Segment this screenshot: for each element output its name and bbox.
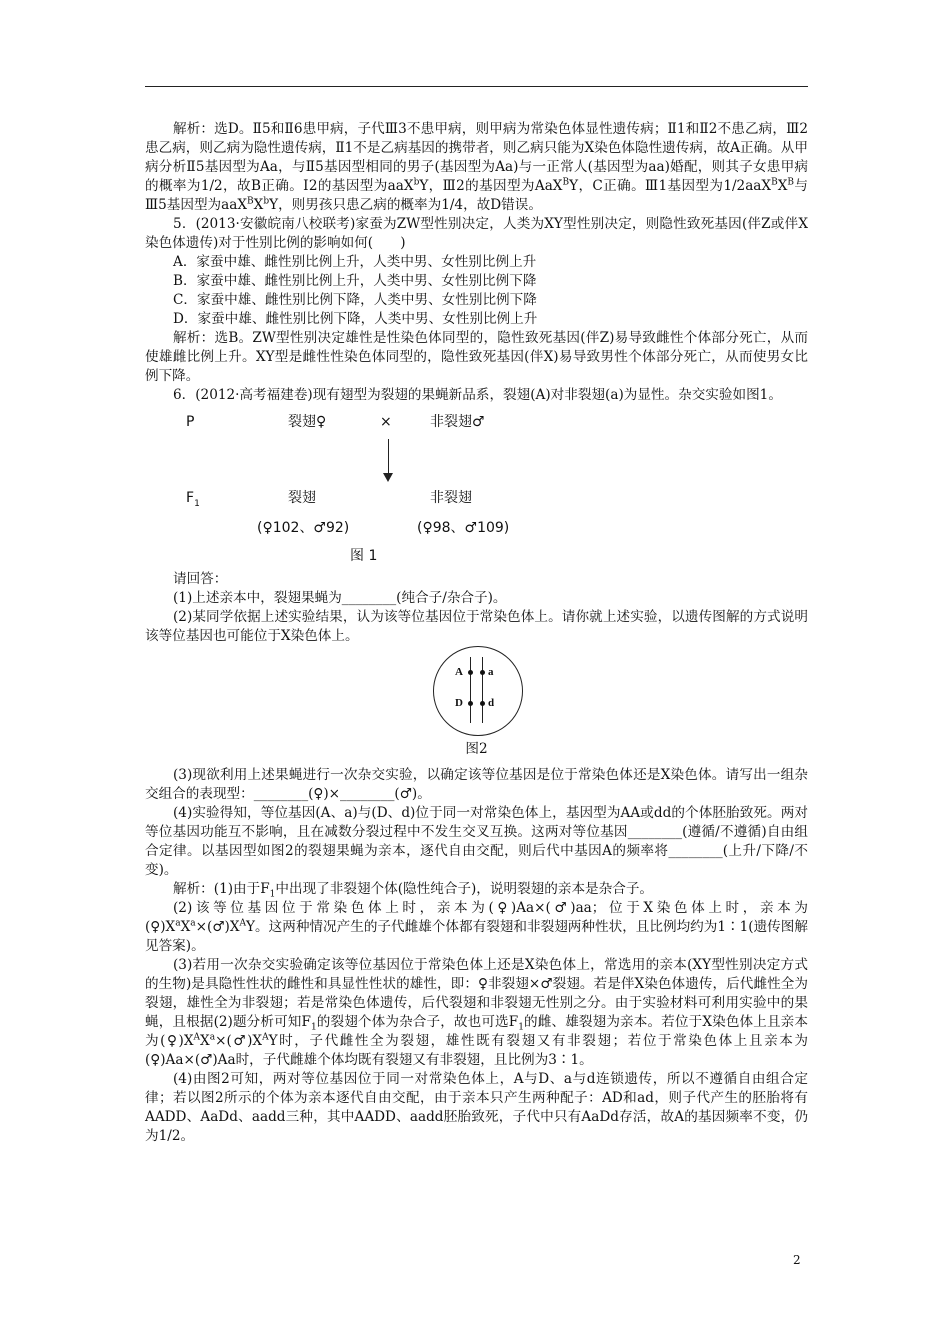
q6-stem: 6．(2012·高考福建卷)现有翅型为裂翅的果蝇新品系，裂翅(A)对非裂翅(a)为显性。杂交实验如图1。 xyxy=(173,387,782,403)
locus-dot xyxy=(480,670,485,675)
offspring-non-cleft-wing-counts: (♀98、♂109) xyxy=(417,520,510,536)
figure-1-caption: 图 1 xyxy=(350,548,378,564)
header-rule xyxy=(145,86,808,87)
q5-stem: 5．(2013·安徽皖南八校联考)家蚕为ZW型性别决定，人类为XY型性别决定，则隐性致死基因(伴Z或伴X染色体遗传)对于性别比例的影响如何( ) xyxy=(145,216,808,251)
chromosome-right xyxy=(482,657,483,723)
cross-symbol: × xyxy=(380,414,392,430)
gene-label-a: a xyxy=(488,666,494,678)
offspring-cleft-wing-counts: (♀102、♂92) xyxy=(257,520,350,536)
q6-sub2: (2)某同学依据上述实验结果，认为该等位基因位于常染色体上。请你就上述实验，以遗传图解的方式说明该等位基因也可能位于X染色体上。 xyxy=(145,609,808,644)
q6-answer-4: (4)由图2可知，两对等位基因位于同一对常染色体上，A与D、a与d连锁遗传，所以不遵循自由组合定律；若以图2所示的个体为亲本逐代自由交配，由于亲本只产生两种配子：AD和ad，则子代产生的胚胎将有AADD、AaDd、aadd三种，其中AADD、aadd胚胎致死，子代中只有AaDd存活，故A的基因频率不变，仍为1/2。 xyxy=(145,1071,808,1144)
figure-2-chromosome-diagram xyxy=(145,646,808,766)
q5-analysis: 解析：选B。ZW型性别决定雄性是性染色体同型的，隐性致死基因(伴Z)易导致雌性个体部分死亡，从而使雄雌比例上升。XY型是雌性性染色体同型的，隐性致死基因(伴X)易导致男性个体部分死亡，从而使男女比例下降。 xyxy=(145,330,808,384)
cell-circle xyxy=(433,646,523,736)
q5-option-d: D．家蚕中雄、雌性别比例下降，人类中男、女性别比例上升 xyxy=(173,311,538,327)
gene-label-A: A xyxy=(455,666,463,678)
page-number: 2 xyxy=(793,1253,801,1267)
p-generation-label: P xyxy=(186,414,195,430)
figure-2-caption: 图2 xyxy=(465,741,488,757)
figure-1-cross-diagram xyxy=(145,405,808,570)
document-body xyxy=(145,120,808,1146)
arrow-down-icon xyxy=(383,473,393,482)
male-parent: 非裂翅♂ xyxy=(430,414,485,430)
offspring-cleft-wing: 裂翅 xyxy=(288,490,316,506)
q6-answer-3: (3)若用一次杂交实验确定该等位基因位于常染色体上还是X染色体上，常选用的亲本(XY型性别决定方式的生物)是具隐性性状的雌性和具显性性状的雄性，即：♀非裂翅×♂裂翅。若是伴X染色体遗传，后代雌性全为裂翅，雄性全为非裂翅；若是常染色体遗传，后代裂翅和非裂翅无性别之分。由于实验材料可利用实验中的果蝇，且根据(2)题分析可知$F_1$的裂翅个体为杂合子，故也可选$F_1$的雌、雄裂翅为亲本。若位于X染色体上且亲本为$(♀)X^AX^a\times(♂)X^AY$时，子代雌性全为裂翅，雄性既有裂翅又有非裂翅；若位于常染色体上且亲本为(♀)Aa×(♂)Aa时，子代雌雄个体均既有裂翅又有非裂翅，且比例为3∶1。 xyxy=(145,957,808,1068)
gene-label-D: D xyxy=(455,697,463,709)
q5-option-c: C．家蚕中雄、雌性别比例下降，人类中男、女性别比例下降 xyxy=(173,292,537,308)
q5-option-a: A．家蚕中雄、雌性别比例上升，人类中男、女性别比例上升 xyxy=(173,254,537,270)
offspring-non-cleft-wing: 非裂翅 xyxy=(430,490,472,506)
q6-sub4: (4)实验得知，等位基因(A、a)与(D、d)位于同一对常染色体上，基因型为AA或dd的个体胚胎致死。两对等位基因功能互不影响，且在减数分裂过程中不发生交叉互换。这两对等位基因________(遵循/不遵循)自由组合定律。以基因型如图2的裂翅果蝇为亲本，逐代自由交配，则后代中基因A的频率将________(上升/下降/不变)。 xyxy=(145,805,808,878)
female-parent: 裂翅♀ xyxy=(288,414,327,430)
q5-option-b: B．家蚕中雄、雌性别比例上升，人类中男、女性别比例下降 xyxy=(173,273,537,289)
q6-sub1: (1)上述亲本中，裂翅果蝇为________(纯合子/杂合子)。 xyxy=(173,590,507,606)
f1-generation-label: $F_1$ xyxy=(186,490,200,509)
locus-dot xyxy=(468,670,473,675)
q6-prompt: 请回答： xyxy=(173,571,228,587)
q6-sub3: (3)现欲利用上述果蝇进行一次杂交实验，以确定该等位基因是位于常染色体还是X染色体。请写出一组杂交组合的表现型：________(♀)×________(♂)。 xyxy=(145,767,808,802)
q6-answer-1: 解析：(1)由于$F_1$中出现了非裂翅个体(隐性纯合子)，说明裂翅的亲本是杂合子。 xyxy=(173,881,654,900)
locus-dot xyxy=(480,701,485,706)
gene-label-d: d xyxy=(488,697,495,709)
q6-answer-2: (2)该等位基因位于常染色体上时，亲本为(♀)Aa×(♂)aa；位于X染色体上时，亲本为$(♀)X^aX^a\times(♂)X^AY$。这两种情况产生的子代雌雄个体都有裂翅和非裂翅两种性状，且比例均约为1∶1(遗传图解见答案)。 xyxy=(145,900,808,954)
chromosome-left xyxy=(470,657,471,723)
arrow-down-line xyxy=(388,439,389,475)
q4-analysis: 解析：选D。Ⅱ5和Ⅱ6患甲病，子代Ⅲ3不患甲病，则甲病为常染色体显性遗传病；Ⅱ1和Ⅱ2不患乙病，Ⅲ2患乙病，则乙病为隐性遗传病，Ⅱ1不是乙病基因的携带者，则乙病只能为X染色体隐性遗传病，故A正确。从甲病分析Ⅱ5基因型为Aa，与Ⅱ5基因型相同的男子(基因型为Aa)与一正常人(基因型为aa)婚配，则其子女患甲病的概率为1/2，故B正确。Ⅰ2的基因型为aaX$^b$Y，Ⅲ2的基因型为AaX$^B$Y，C正确。Ⅲ1基因型为$1/2aaX^BX^B$与Ⅲ5基因型为$aaX^BX^bY$，则男孩只患乙病的概率为1/4，故D错误。 xyxy=(145,121,808,213)
locus-dot xyxy=(468,701,473,706)
